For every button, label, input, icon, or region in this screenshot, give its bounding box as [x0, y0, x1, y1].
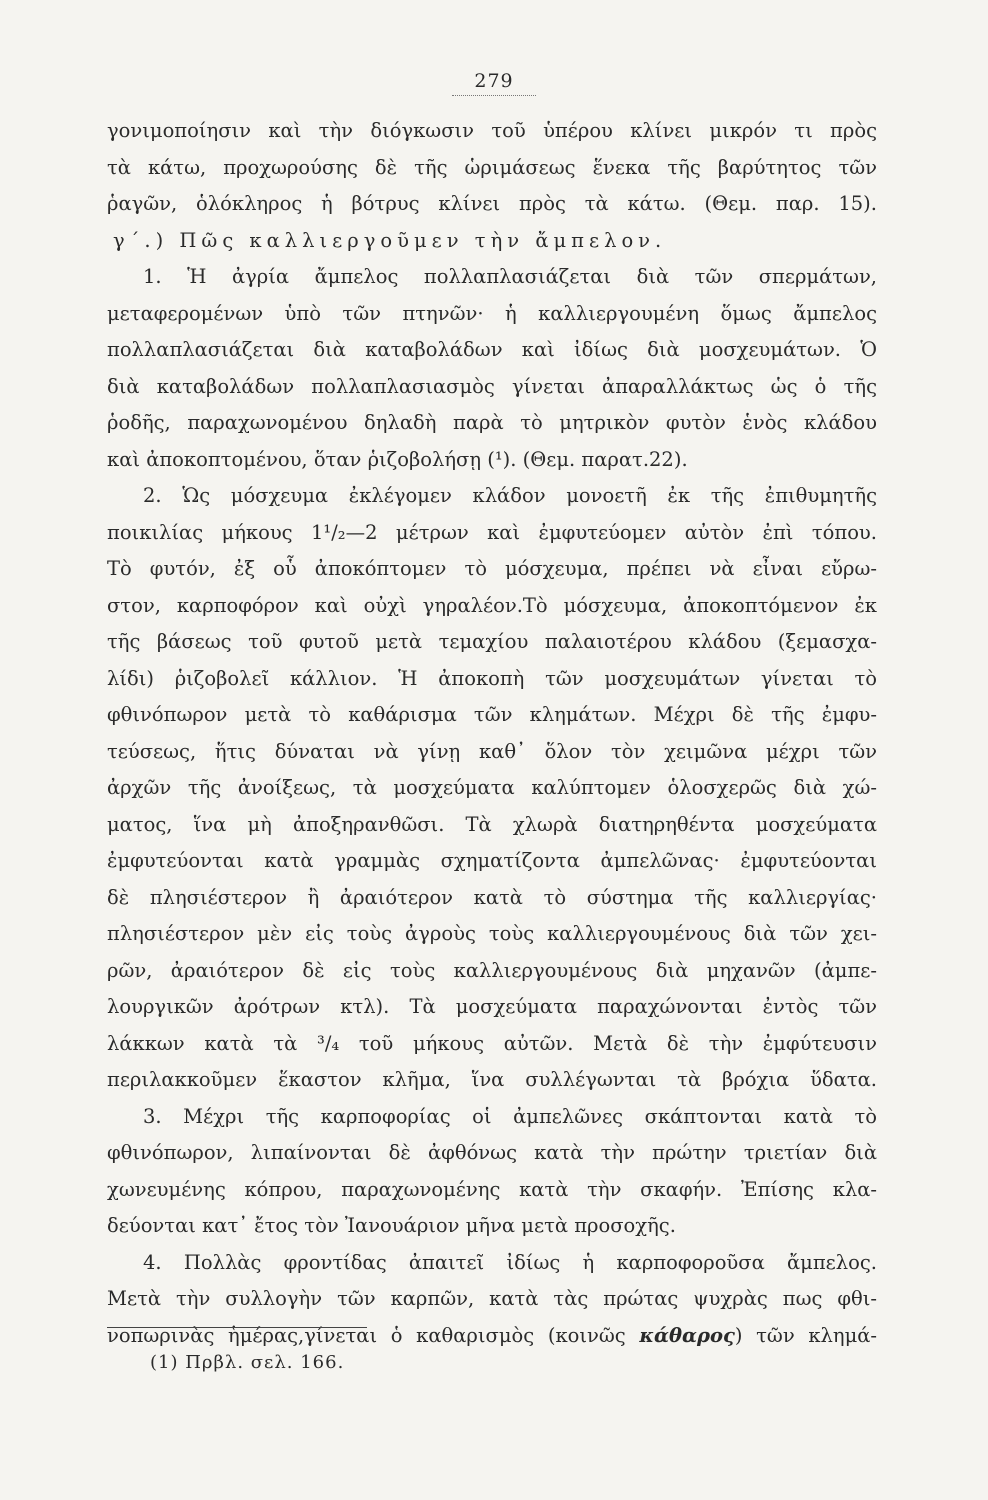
text-line: γονιμοποίησιν καὶ τὴν διόγκωσιν τοῦ ὑπέρου κλίνει μικρόν τι πρὸς [107, 119, 877, 142]
text-line: καὶ ἀποκοπτομένου, ὅταν ῥιζοβολήσῃ (¹). (Θεμ. παρατ.22). [107, 447, 688, 471]
text-fragment: ) τῶν κλημά- [734, 1323, 877, 1347]
text-line: λουργικῶν ἀρότρων κτλ). Τὰ μοσχεύματα παραχώνονται ἐντὸς τῶν [107, 995, 877, 1018]
page-number: 279 [474, 70, 514, 92]
section-heading: γ΄.) Πῶς καλλιεργοῦμεν τὴν ἄμπελον. [113, 228, 667, 252]
text-line: ἀρχῶν τῆς ἀνοίξεως, τὰ μοσχεύματα καλύπτομεν ὁλοσχερῶς διὰ χώ- [107, 776, 877, 799]
text-line: μεταφερομένων ὑπὸ τῶν πτηνῶν· ἡ καλλιεργουμένη ὅμως ἄμπελος [107, 301, 877, 325]
text-line: διὰ καταβολάδων πολλαπλασιασμὸς γίνεται ἀπαραλλάκτως ὡς ὁ τῆς [107, 374, 877, 398]
text-line: Μετὰ τὴν συλλογὴν τῶν καρπῶν, κατὰ τὰς πρώτας ψυχρὰς πως φθι- [107, 1287, 877, 1310]
text-line: πολλαπλασιάζεται διὰ καταβολάδων καὶ ἰδίως διὰ μοσχευμάτων. Ὁ [107, 338, 877, 361]
text-line: ρῶν, ἀραιότερον δὲ εἰς τοὺς καλλιεργουμένους διὰ μηχανῶν (ἀμπε- [107, 958, 877, 982]
text-line: χωνευμένης κόπρου, παραχωνομένης κατὰ τὴν σκαφήν. Ἐπίσης κλα- [107, 1177, 877, 1201]
text-line: τῆς βάσεως τοῦ φυτοῦ μετὰ τεμαχίου παλαιοτέρου κλάδου (ξεμασχα- [107, 630, 877, 653]
text-line-last [107, 1318, 877, 1355]
text-line: Τὸ φυτόν, ἐξ οὗ ἀποκόπτομεν τὸ μόσχευμα, πρέπει νὰ εἶναι εὔρω- [107, 557, 877, 580]
text-line: τὰ κάτω, προχωρούσης δὲ τῆς ὡριμάσεως ἕνεκα τῆς βαρύτητος τῶν [107, 155, 877, 179]
text-line: δὲ πλησιέστερον ἢ ἀραιότερον κατὰ τὸ σύστημα τῆς καλλιεργίας· [107, 885, 877, 909]
text-line: 2. Ὡς μόσχευμα ἐκλέγομεν κλάδον μονοετῆ ἐκ τῆς ἐπιθυμητῆς [143, 484, 877, 507]
text-line: 3. Μέχρι τῆς καρποφορίας οἱ ἀμπελῶνες σκάπτονται κατὰ τὸ [143, 1104, 877, 1128]
emphasis-term: κάθαρος [639, 1323, 735, 1347]
text-line: φθινόπωρον μετὰ τὸ καθάρισμα τῶν κλημάτων. Μέχρι δὲ τῆς ἐμφυ- [107, 703, 877, 726]
text-line: ῥοδῆς, παραχωνομένου δηλαδὴ παρὰ τὸ μητρικὸν φυτὸν ἑνὸς κλάδου [107, 411, 877, 434]
text-line: 1. Ἡ ἀγρία ἄμπελος πολλαπλασιάζεται διὰ τῶν σπερμάτων, [143, 265, 877, 288]
text-line: τεύσεως, ἥτις δύναται νὰ γίνῃ καθ᾽ ὅλον τὸν χειμῶνα μέχρι τῶν [107, 739, 877, 763]
text-line: ποικιλίας μήκους 1¹/₂—2 μέτρων καὶ ἐμφυτεύομεν αὐτὸν ἐπὶ τόπου. [107, 520, 877, 544]
text-line: πλησιέστερον μὲν εἰς τοὺς ἀγροὺς τοὺς καλλιεργουμένους διὰ τῶν χει- [107, 922, 877, 945]
text-line: δεύονται κατ᾽ ἔτος τὸν Ἰανουάριον μῆνα μετὰ προσοχῆς. [107, 1214, 676, 1237]
text-line: 4. Πολλὰς φροντίδας ἀπαιτεῖ ἰδίως ἡ καρποφοροῦσα ἄμπελος. [143, 1250, 877, 1274]
page-number-underline [452, 95, 536, 96]
footnote: (1) Πρβλ. σελ. 166. [150, 1352, 345, 1373]
footnote-divider [107, 1327, 367, 1328]
text-line: φθινόπωρον, λιπαίνονται δὲ ἀφθόνως κατὰ τὴν πρώτην τριετίαν διὰ [107, 1141, 877, 1164]
text-fragment: νοπωρινὰς ἡμέρας,γίνεται ὁ καθαρισμὸς (κοινῶς [107, 1323, 640, 1347]
text-line: λάκκων κατὰ τὰ ³/₄ τοῦ μήκους αὐτῶν. Μετὰ δὲ τὴν ἐμφύτευσιν [107, 1031, 877, 1055]
text-line: ἐμφυτεύονται κατὰ γραμμὰς σχηματίζοντα ἀμπελῶνας· ἐμφυτεύονται [107, 849, 877, 872]
text-line: στον, καρποφόρον καὶ οὐχὶ γηραλέον.Τὸ μόσχευμα, ἀποκοπτόμενον ἐκ [107, 593, 877, 617]
text-line: λίδι) ῥιζοβολεῖ κάλλιον. Ἡ ἀποκοπὴ τῶν μοσχευμάτων γίνεται τὸ [107, 666, 877, 690]
text-line: ματος, ἵνα μὴ ἀποξηρανθῶσι. Τὰ χλωρὰ διατηρηθέντα μοσχεύματα [107, 812, 877, 836]
body-text [107, 113, 877, 1354]
text-line: περιλακκοῦμεν ἕκαστον κλῆμα, ἵνα συλλέγωνται τὰ βρόχια ὕδατα. [107, 1068, 877, 1091]
text-line: ῥαγῶν, ὁλόκληρος ἡ βότρυς κλίνει πρὸς τὰ κάτω. (Θεμ. παρ. 15). [107, 192, 877, 215]
